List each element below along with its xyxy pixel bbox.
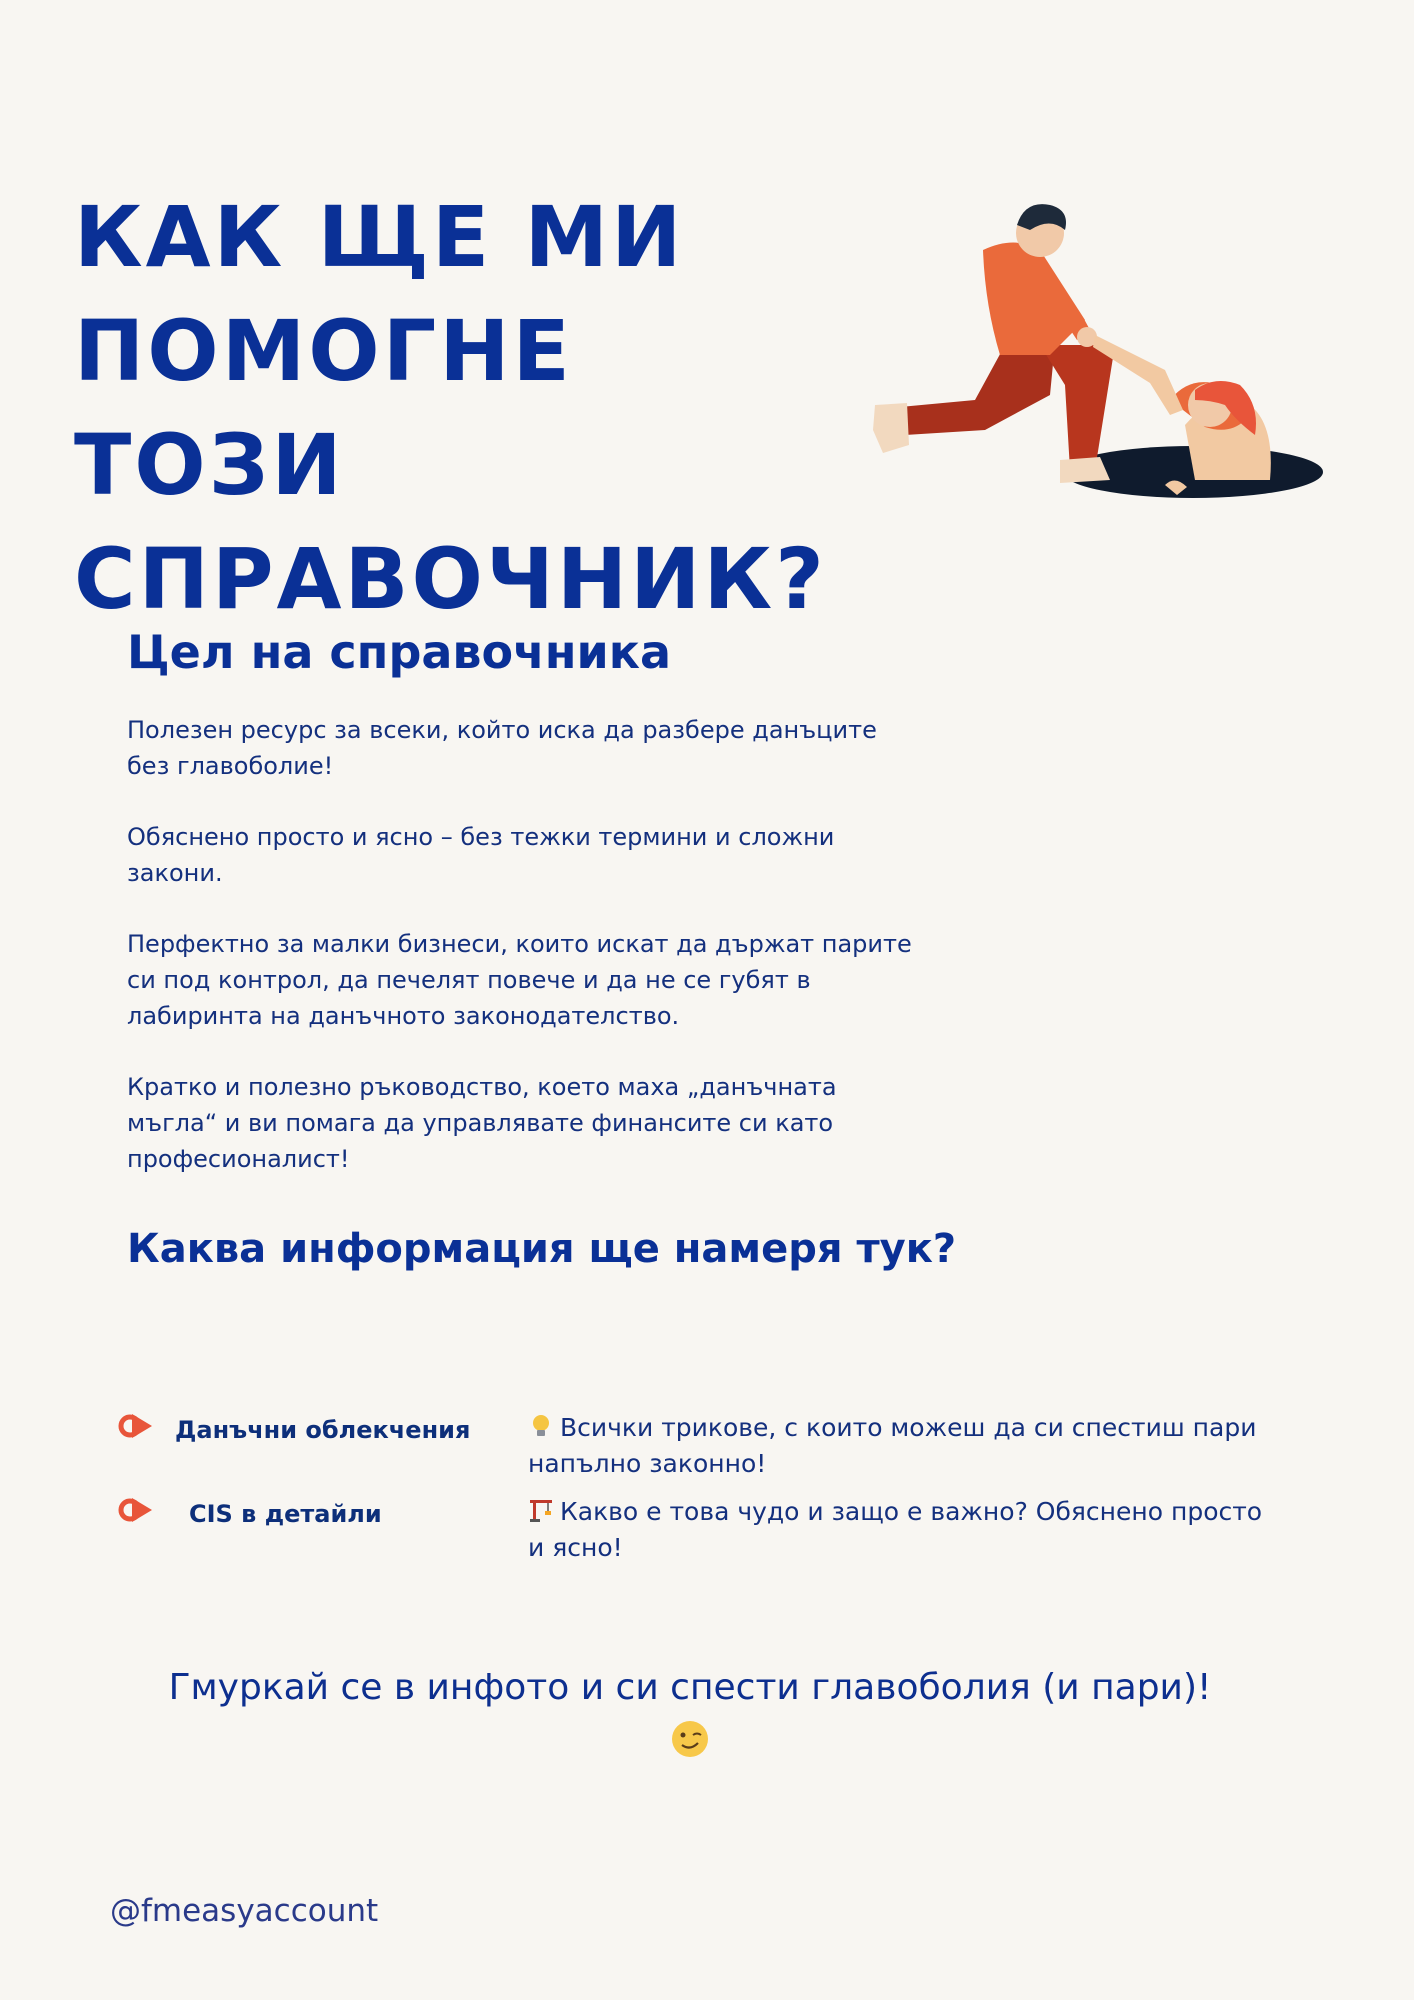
goal-paragraph: Кратко и полезно ръководство, което маха „данъчната мъгла“ и ви помага да управлявате финансите си като професионалист! — [127, 1073, 837, 1173]
helping-hand-illustration — [865, 195, 1345, 525]
goal-paragraph: Обяснено просто и ясно – без тежки термини и сложни закони. — [127, 823, 835, 887]
title-line-1: КАК ЩЕ МИ — [74, 188, 685, 286]
winking-face-icon — [670, 1719, 710, 1759]
goal-paragraph: Полезен ресурс за всеки, който иска да разбере данъците без главоболие! — [127, 716, 877, 780]
construction-crane-icon — [528, 1497, 554, 1523]
goal-heading: Цел на справочника — [127, 625, 672, 679]
goal-paragraph: Перфектно за малки бизнеси, които искат да държат парите си под контрол, да печелят повече и да не се губят в лабиринта на данъчното законодателство. — [127, 930, 912, 1030]
info-item-text: Какво е това чудо и защо е важно? Обяснено просто и ясно! — [528, 1497, 1263, 1562]
info-heading: Каква информация ще намеря тук? — [127, 1226, 957, 1272]
info-item-description — [528, 1410, 1268, 1482]
closing-text: Гмуркай се в инфото и си спести главоболия (и пари)! — [168, 1667, 1212, 1708]
info-item-tax-relief — [118, 1410, 1278, 1490]
page-title — [74, 180, 874, 636]
closing-message — [100, 1663, 1280, 1759]
arrow-icon — [118, 1494, 154, 1526]
info-item-label: CIS в детайли — [189, 1500, 382, 1528]
info-item-text: Всички трикове, с които можеш да си спестиш пари напълно законно! — [528, 1413, 1257, 1478]
info-item-cis — [118, 1494, 1278, 1574]
goal-paragraphs — [127, 712, 917, 1212]
title-line-2: ПОМОГНЕ ТОЗИ — [74, 302, 573, 514]
title-line-3: СПРАВОЧНИК? — [74, 530, 827, 628]
info-item-label: Данъчни облекчения — [175, 1416, 471, 1444]
info-item-description — [528, 1494, 1268, 1566]
arrow-icon — [118, 1410, 154, 1442]
social-handle: @fmeasyaccount — [110, 1893, 379, 1929]
light-bulb-icon — [528, 1413, 554, 1439]
